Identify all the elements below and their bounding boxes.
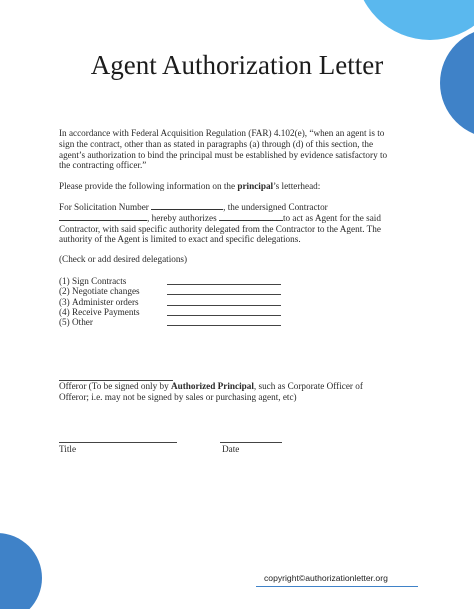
- delegation-label: Sign Contracts: [72, 276, 127, 286]
- delegation-blank[interactable]: [167, 284, 281, 285]
- delegation-label: Administer orders: [72, 296, 139, 307]
- offeror-text: , such as Corporate Officer of: [253, 381, 363, 391]
- contractor-name-blank[interactable]: [59, 213, 147, 221]
- delegation-item: [59, 276, 299, 286]
- intro-line: sign the contract, other than as stated in paragraphs (a) through (d) of this section, the: [59, 138, 374, 149]
- solicitation-text: For Solicitation Number: [59, 202, 152, 212]
- copyright-footer: copyright©authorizationletter.org: [264, 573, 388, 583]
- delegations-list: [59, 276, 299, 327]
- delegation-item: [59, 297, 299, 307]
- title-label: Title: [59, 444, 77, 454]
- intro-line: the contracting officer.”: [59, 160, 147, 171]
- delegation-label: Other: [72, 317, 93, 328]
- title-signature-line[interactable]: [59, 442, 177, 443]
- intro-paragraph: [59, 128, 444, 171]
- delegation-number: (5): [59, 317, 70, 328]
- delegation-blank[interactable]: [167, 315, 281, 316]
- delegation-number: (1): [59, 276, 70, 286]
- offeror-paragraph: [59, 381, 444, 403]
- delegation-item: [59, 317, 299, 327]
- delegation-blank[interactable]: [167, 294, 281, 295]
- page-title: Agent Authorization Letter: [90, 50, 384, 80]
- solicitation-text: to act as Agent for the said: [282, 212, 381, 223]
- provide-bold-principal: principal: [237, 181, 274, 191]
- decorative-circle-bottom-left: [0, 533, 42, 609]
- delegation-number: (2): [59, 286, 70, 297]
- solicitation-paragraph: [59, 202, 444, 245]
- delegation-item: [59, 286, 299, 296]
- delegation-blank[interactable]: [167, 325, 281, 326]
- delegation-label: Negotiate changes: [72, 286, 140, 297]
- provide-text-end: ’s letterhead:: [273, 181, 321, 191]
- offeror-line-1: [59, 381, 444, 392]
- provide-info-paragraph: [59, 181, 444, 192]
- offeror-bold-authorized-principal: Authorized Principal: [170, 381, 254, 391]
- offeror-line-2: Offeror; i.e. may not be signed by sales or purchasing agent, etc): [59, 391, 297, 402]
- intro-line: In accordance with Federal Acquisition Regulation (FAR) 4.102(e), “when an agent is to: [59, 128, 385, 138]
- decorative-circle-top-right-dark: [440, 28, 474, 138]
- solicitation-line-1: [59, 202, 444, 213]
- footer-underline: [256, 586, 418, 587]
- solicitation-text: , the undersigned Contractor: [223, 202, 328, 212]
- date-signature-line[interactable]: [220, 442, 282, 443]
- provide-text: Please provide the following information on the: [59, 181, 238, 191]
- check-delegations-text: (Check or add desired delegations): [59, 254, 188, 264]
- solicitation-line-4: authority of the Agent is limited to exact and specific delegations.: [59, 234, 301, 245]
- solicitation-line-3: Contractor, with said specific authority delegated from the Contractor to the Agent. The: [59, 223, 381, 234]
- delegation-number: (3): [59, 296, 70, 307]
- intro-line: agent’s authorization to bind the principal must be established by evidence satisfactory to: [59, 149, 388, 160]
- delegation-label: Receive Payments: [72, 306, 140, 317]
- decorative-circle-top-right-light: [355, 0, 474, 40]
- agent-name-blank[interactable]: [219, 213, 283, 221]
- solicitation-line-2: [59, 213, 444, 224]
- offeror-text: Offeror (To be signed only by: [59, 381, 171, 391]
- solicitation-text: , hereby authorizes: [147, 212, 219, 223]
- delegation-item: [59, 307, 299, 317]
- delegation-blank[interactable]: [167, 305, 281, 306]
- date-label: Date: [222, 444, 240, 454]
- solicitation-number-blank[interactable]: [151, 202, 223, 210]
- delegation-number: (4): [59, 306, 70, 317]
